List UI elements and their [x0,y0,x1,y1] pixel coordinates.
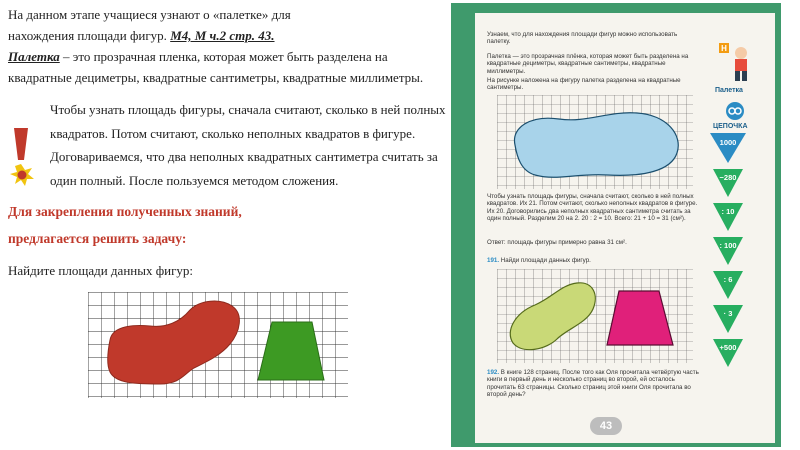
sidebar-label-chain: ЦЕПОЧКА [713,123,748,130]
textbook-page-image [451,3,781,447]
book-definition-text2: На рисунке наложена на фигуру палетка разделена на квадратные сантиметры. [487,77,681,92]
task-191-number: 191. [487,257,500,264]
page-number: 43 [590,417,622,435]
shapes-grid [88,292,348,398]
sidebar-label-paletka: Палетка [715,87,743,94]
definition [8,46,448,67]
consolidation-line1: Для закрепления полученных знаний, [8,204,242,219]
svg-text:Н: Н [721,44,727,53]
book-sidebar [707,41,775,431]
book-task-192 [487,369,699,399]
intro-block [8,4,448,88]
book-grid-shapes [497,269,693,363]
chain-step-3: : 10 [713,203,743,231]
intro-line1: На данном этапе учащиеся узнают о «палетке» для [8,7,291,22]
chain-step-1: 1000 [710,133,746,163]
chain-step-2: −280 [713,169,743,197]
explanation-paragraph: Чтобы узнать площадь фигуры, сначала считают, сколько в ней полных квадратов. Потом считают, сколько неполных квадратов в фигуре. Договариваемся, что два неполных квадратных сантиметра считать за один полный. После пользуемся методом сложения. [50,102,446,188]
definition-text: – это прозрачная пленка, которая может быть разделена на [59,49,388,64]
mascot-icon [717,41,757,83]
definition-term: Палетка [8,49,60,64]
task-192-text: В книге 128 страниц. После того как Оля прочитала четвёртую часть книги в первый день и несколько страниц во второй, ей осталось прочитать 63 страницы. Сколько страниц этой книги Оля прочитала во второй день? [487,369,699,399]
book-body-text: Чтобы узнать площадь фигуры, сначала считают, сколько в ней полных квадратов. Их 21. Потом считают, сколько неполных квадратов в фигуре. Их 20. Договорились два неполных квадратных сантиметра считать за один полный. Разделим 20 на 2. 20 : 2 = 10. Всего: 21 + 10 = 31 (см²). [487,193,698,223]
chain-icon [725,101,745,121]
book-grid-blob [497,95,693,189]
textbook-page [475,13,775,443]
chain-step-7: +500 [713,339,743,367]
textbook-reference: М4, М ч.2 стр. 43. [170,28,275,43]
book-answer: Ответ: площадь фигуры примерно равна 31 см². [487,239,627,246]
intro-line2 [8,25,448,46]
book-header-text: Узнаем, что для нахождения площади фигур можно использовать палетку. [487,31,678,46]
task-192-number: 192. [487,369,500,376]
exclamation-icon [6,124,40,186]
book-task-191 [487,257,699,264]
definition-line2: квадратные дециметры, квадратные сантиметры, квадратные миллиметры. [8,70,424,85]
consolidation-line2: предлагается решить задачу: [8,231,187,246]
book-definition-text: Палетка — это прозрачная плёнка, которая может быть разделена на квадратные дециметры, квадратные сантиметры, квадратные миллиметры. [487,53,689,75]
intro-line2-text: нахождения площади фигур. [8,28,171,43]
chain-step-6: · 3 [713,305,743,333]
chain-step-5: : 6 [713,271,743,299]
chain-step-4: : 100 [713,237,743,265]
task-191-text: Найди площади данных фигур. [500,257,591,264]
task-instruction: Найдите площади данных фигур: [8,263,194,278]
